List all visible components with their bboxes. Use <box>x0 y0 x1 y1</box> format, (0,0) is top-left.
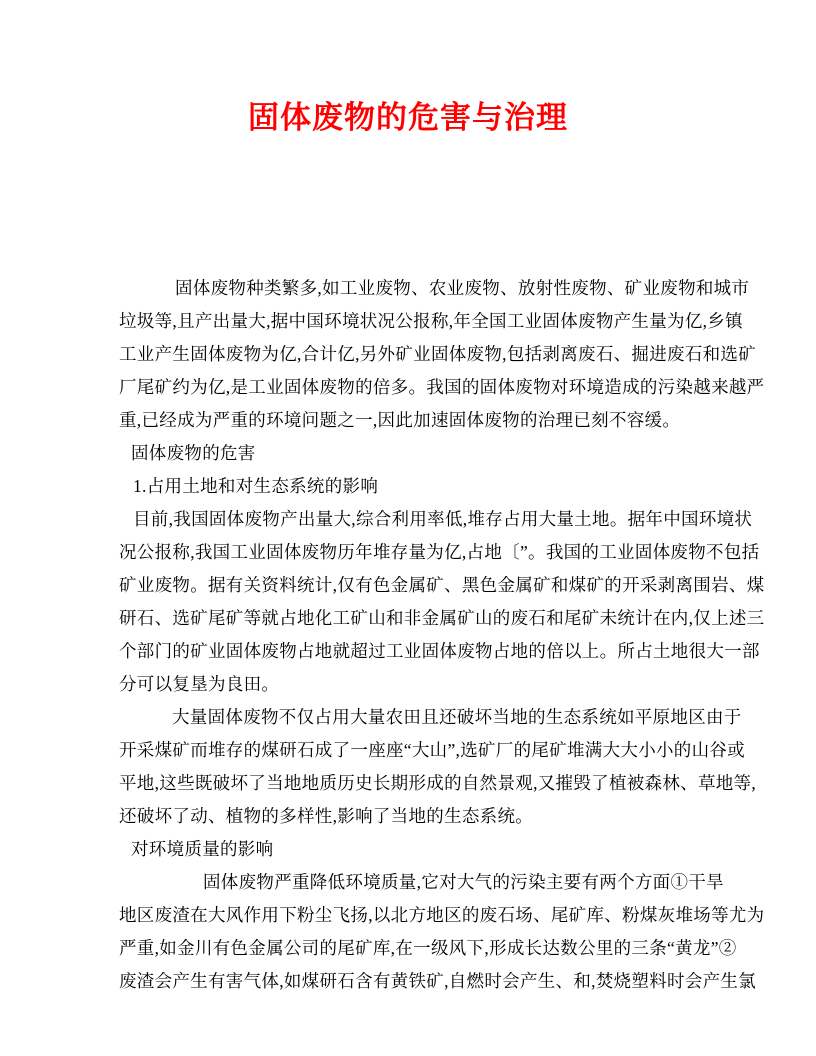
text-line: 矿业废物。据有关资料统计,仅有色金属矿、黑色金属矿和煤矿的开采剥离围岩、煤 <box>119 575 765 595</box>
document-body <box>119 272 765 998</box>
intro-paragraph <box>119 272 765 437</box>
text-line: 分可以复垦为良田。 <box>119 674 280 694</box>
text-line: 况公报称,我国工业固体废物历年堆存量为亿,占地〔”。我国的工业固体废物不包括 <box>119 542 760 562</box>
text-line: 还破坏了动、植物的多样性,影响了当地的生态系统。 <box>119 806 534 826</box>
heading-environment-quality-impact <box>119 833 759 866</box>
text-line: 固体废物严重降低环境质量,它对大气的污染主要有两个方面①干旱 <box>203 872 724 892</box>
paragraph-ecosystem-damage <box>119 701 759 833</box>
text-line: 平地,这些既破坏了当地地质历史长期形成的自然景观,又摧毁了植被森林、草地等, <box>119 773 757 793</box>
text-line: 工业产生固体废物为亿,合计亿,另外矿业固体废物,包括剥离废石、掘进废石和选矿 <box>119 344 757 364</box>
paragraph-land-occupation <box>119 503 765 701</box>
text-line: 目前,我国固体废物产出量大,综合利用率低,堆存占用大量土地。据年中国环境状 <box>133 509 753 529</box>
text-line: 固体废物种类繁多,如工业废物、农业废物、放射性废物、矿业废物和城市 <box>175 278 750 298</box>
text-line: 对环境质量的影响 <box>131 839 274 859</box>
heading-land-and-ecosystem-impact <box>119 470 759 503</box>
text-line: 重,已经成为严重的环境问题之一,因此加速固体废物的治理已刻不容缓。 <box>119 410 681 430</box>
text-line: 研石、选矿尾矿等就占地化工矿山和非金属矿山的废石和尾矿未统计在内,仅上述三 <box>119 608 765 628</box>
heading-solid-waste-hazards <box>119 437 759 470</box>
document-title: 固体废物的危害与治理 <box>248 100 568 135</box>
text-line: 严重,如金川有色金属公司的尾矿库,在一级风下,形成长达数公里的三条“黄龙”② <box>119 938 737 958</box>
text-line: 1.占用土地和对生态系统的影响 <box>133 476 379 496</box>
text-line: 地区废渣在大风作用下粉尘飞扬,以北方地区的废石场、尾矿库、粉煤灰堆场等尤为 <box>119 905 765 925</box>
text-line: 废渣会产生有害气体,如煤研石含有黄铁矿,自燃时会产生、和,焚烧塑料时会产生氯 <box>119 971 757 991</box>
text-line: 厂尾矿约为亿,是工业固体废物的倍多。我国的固体废物对环境造成的污染越来越严 <box>119 377 765 397</box>
text-line: 垃圾等,且产出量大,据中国环境状况公报称,年全国工业固体废物产生量为亿,乡镇 <box>119 311 743 331</box>
text-line: 固体废物的危害 <box>131 443 256 463</box>
text-line: 大量固体废物不仅占用大量农田且还破坏当地的生态系统如平原地区由于 <box>172 707 742 727</box>
text-line: 开采煤矿而堆存的煤研石成了一座座“大山”,选矿厂的尾矿堆满大大小小的山谷或 <box>119 740 746 760</box>
paragraph-air-pollution <box>119 866 765 998</box>
text-line: 个部门的矿业固体废物占地就超过工业固体废物占地的倍以上。所占土地很大一部 <box>119 641 760 661</box>
